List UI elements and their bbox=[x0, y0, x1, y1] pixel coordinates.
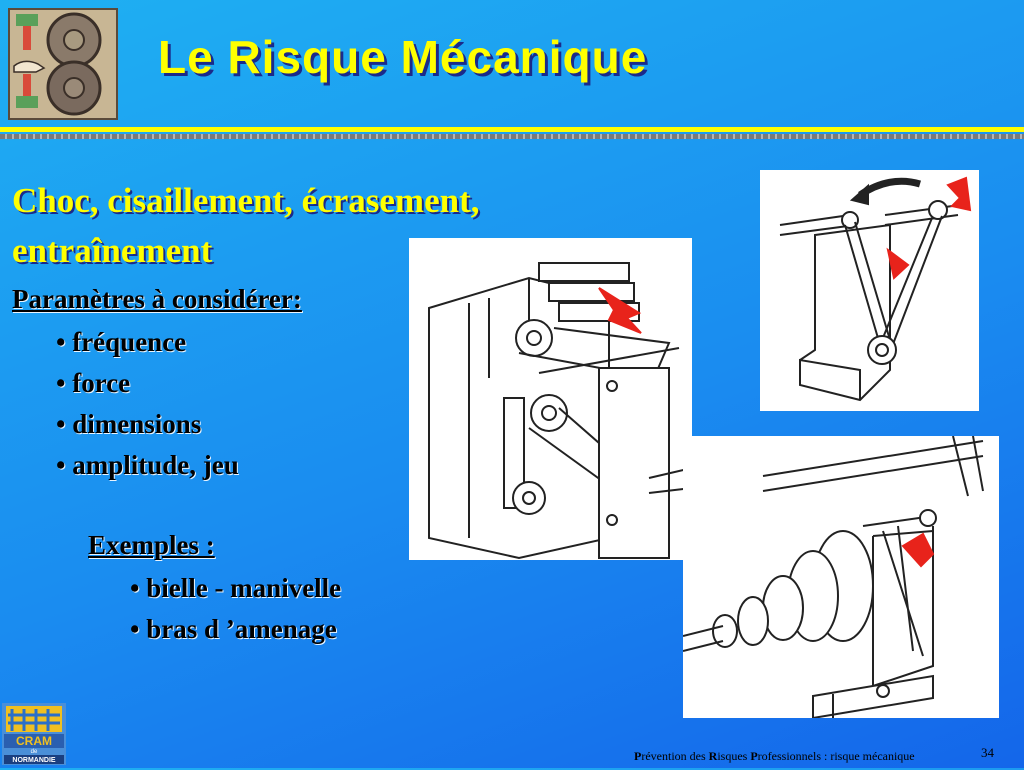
logo-text-de: de bbox=[30, 749, 38, 755]
cram-normandie-logo bbox=[2, 703, 66, 765]
crank-connecting-rod-illustration bbox=[760, 170, 979, 411]
list-item: • bielle - manivelle bbox=[130, 573, 342, 603]
footer-text: Prévention des Risques Professionnels : risque mécanique bbox=[634, 749, 915, 763]
parameters-list bbox=[56, 322, 239, 486]
heading-line-2: entraînement bbox=[12, 231, 213, 270]
parameters-label: Paramètres à considérer: bbox=[12, 284, 302, 314]
page-number: 34 bbox=[981, 745, 994, 760]
list-item: • amplitude, jeu bbox=[56, 450, 239, 480]
logo-text-cram: CRAM bbox=[16, 734, 52, 748]
list-item: • fréquence bbox=[56, 327, 187, 357]
examples-list bbox=[130, 568, 341, 650]
list-item: • bras d ’amenage bbox=[130, 614, 337, 644]
risk-logo-illustration bbox=[8, 8, 118, 120]
slide-title: Le Risque Mécanique bbox=[158, 31, 648, 83]
feed-arm-illustration bbox=[683, 436, 999, 718]
examples-label: Exemples : bbox=[88, 530, 215, 560]
title-rule-yellow bbox=[0, 127, 1024, 132]
heading-line-1: Choc, cisaillement, écrasement, bbox=[12, 181, 480, 220]
press-mechanism-illustration bbox=[409, 238, 692, 560]
list-item: • dimensions bbox=[56, 409, 202, 439]
list-item: • force bbox=[56, 368, 131, 398]
title-rule-gray bbox=[0, 134, 1024, 139]
logo-text-normandie: NORMANDIE bbox=[12, 757, 56, 764]
